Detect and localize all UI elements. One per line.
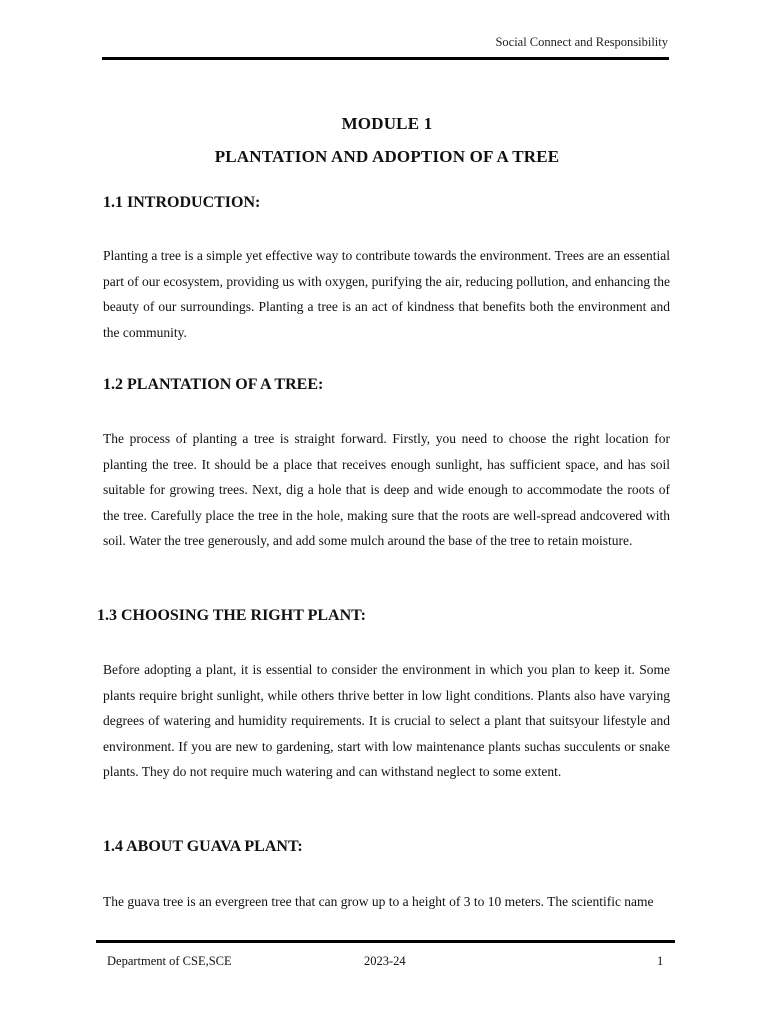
header-divider	[102, 57, 669, 60]
section-body-choosing-plant: Before adopting a plant, it is essential to consider the environment in which you plan to keep it. Some plants require bright sunlight, while others thrive better in low light conditions. Plants also have varying degrees of watering and humidity requirements. It is crucial to select a plant that suitsyour lifestyle and environment. If you are new to gardening, start with low maintenance plants suchas succulents or snake plants. They do not require much watering and can withstand neglect to some extent.	[103, 662, 670, 779]
footer-year: 2023-24	[364, 954, 406, 968]
section-body-introduction: Planting a tree is a simple yet effective way to contribute towards the environment. Trees are an essential part of our ecosystem, providing us with oxygen, purifying the air, reducing pollution, and enhancing the beauty of our surroundings. Planting a tree is an act of kindness that benefits both the environment and the community.	[103, 248, 670, 340]
section-body-guava: The guava tree is an evergreen tree that can grow up to a height of 3 to 10 meters. The scientific name	[103, 894, 654, 909]
section-heading-plantation: 1.2 PLANTATION OF A TREE:	[103, 376, 324, 393]
section-heading-choosing-plant: 1.3 CHOOSING THE RIGHT PLANT:	[97, 607, 366, 624]
section-heading-guava: 1.4 ABOUT GUAVA PLANT:	[103, 838, 303, 855]
module-title: PLANTATION AND ADOPTION OF A TREE	[214, 147, 560, 166]
footer-department: Department of CSE,SCE	[107, 954, 232, 968]
footer-divider	[96, 940, 675, 943]
running-header: Social Connect and Responsibility	[495, 35, 668, 49]
section-heading-introduction: 1.1 INTRODUCTION:	[103, 194, 261, 211]
module-number: MODULE 1	[341, 114, 433, 133]
page-number: 1	[657, 954, 664, 968]
section-body-plantation: The process of planting a tree is straight forward. Firstly, you need to choose the right location for planting the tree. It should be a place that receives enough sunlight, has sufficient space, and has soil suitable for growing trees. Next, dig a hole that is deep and wide enough to accommodate the roots of the tree. Carefully place the tree in the hole, making sure that the roots are well-spread andcovered with soil. Water the tree generously, and add some mulch around the base of the tree to retain moisture.	[103, 431, 670, 548]
